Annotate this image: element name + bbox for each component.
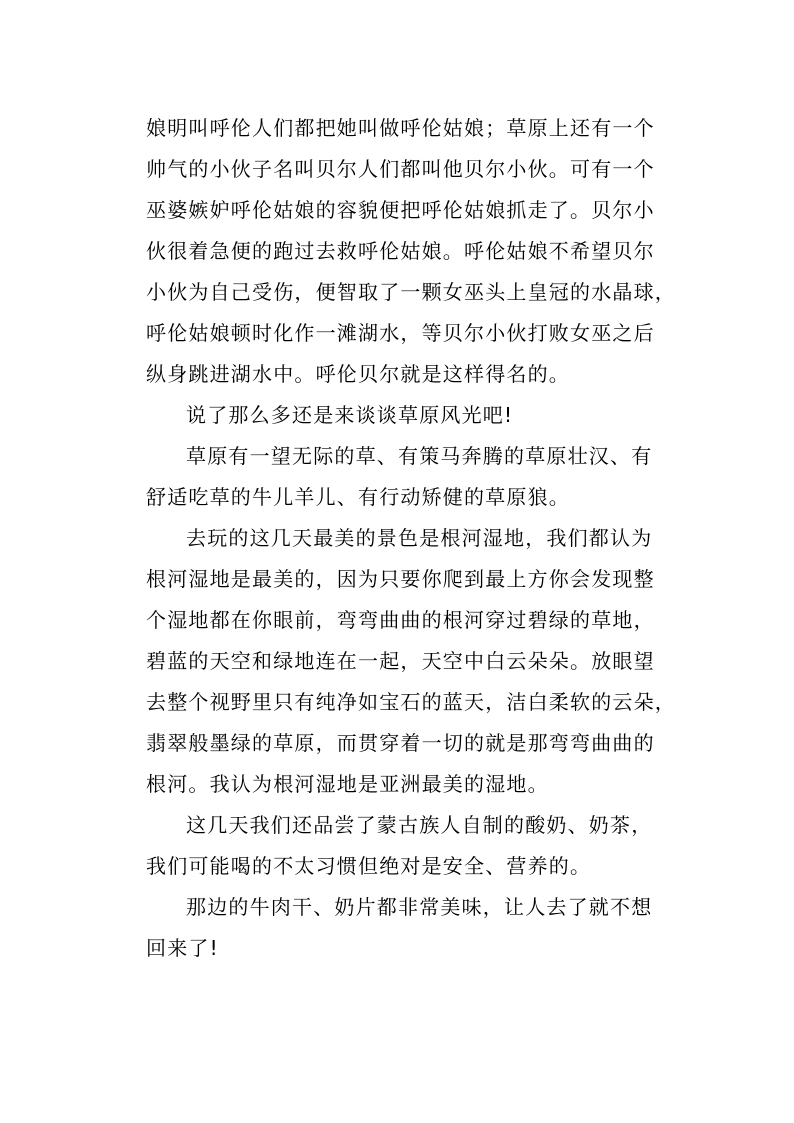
paragraph-first-line: 这几天我们还品尝了蒙古族人自制的酸奶、奶茶，	[186, 813, 653, 837]
text-line: 翡翠般墨绿的草原，而贯穿着一切的就是那弯弯曲曲的	[146, 731, 655, 755]
text-line: 舒适吃草的牛儿羊儿、有行动矫健的草原狼。	[146, 485, 570, 509]
paragraph-first-line: 草原有一望无际的草、有策马奔腾的草原壮汉、有	[186, 444, 653, 468]
text-line: 我们可能喝的不太习惯但绝对是安全、营养的。	[146, 854, 592, 878]
text-line: 碧蓝的天空和绿地连在一起，天空中白云朵朵。放眼望	[146, 649, 655, 673]
text-line: 伙很着急便的跑过去救呼伦姑娘。呼伦姑娘不希望贝尔	[146, 239, 655, 263]
text-line: 娘明叫呼伦人们都把她叫做呼伦姑娘；草原上还有一个	[146, 116, 655, 140]
text-line: 个湿地都在你眼前，弯弯曲曲的根河穿过碧绿的草地，	[146, 608, 655, 632]
paragraph-first-line: 说了那么多还是来谈谈草原风光吧!	[186, 403, 514, 427]
text-line: 纵身跳进湖水中。呼伦贝尔就是这样得名的。	[146, 362, 570, 386]
text-line: 小伙为自己受伤，便智取了一颗女巫头上皇冠的水晶球，	[146, 280, 676, 304]
text-line: 巫婆嫉妒呼伦姑娘的容貌便把呼伦姑娘抓走了。贝尔小	[146, 198, 655, 222]
text-line: 呼伦姑娘顿时化作一滩湖水，等贝尔小伙打败女巫之后	[146, 321, 655, 345]
text-line: 回来了!	[146, 936, 219, 960]
paragraph-first-line: 那边的牛肉干、奶片都非常美味，让人去了就不想	[186, 895, 653, 919]
text-line: 根河湿地是最美的，因为只要你爬到最上方你会发现整	[146, 567, 655, 591]
text-line: 根河。我认为根河湿地是亚洲最美的湿地。	[146, 772, 549, 796]
text-line: 去整个视野里只有纯净如宝石的蓝天，洁白柔软的云朵，	[146, 690, 676, 714]
text-line: 帅气的小伙子名叫贝尔人们都叫他贝尔小伙。可有一个	[146, 157, 655, 181]
paragraph-first-line: 去玩的这几天最美的景色是根河湿地，我们都认为	[186, 526, 653, 550]
